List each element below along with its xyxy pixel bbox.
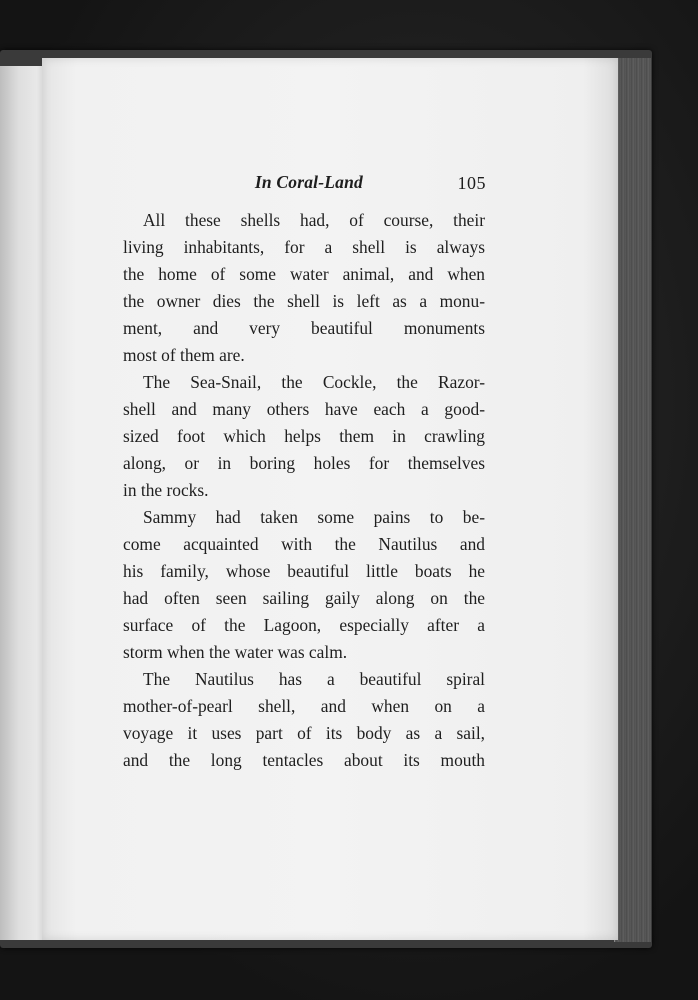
text-line: The Sea-Snail, the Cockle, the Razor- — [143, 372, 485, 392]
text-line: and the long tentacles about its mouth — [123, 750, 485, 770]
text-line: the home of some water animal, and when — [123, 264, 485, 284]
page-number: 105 — [457, 173, 486, 193]
text-line: Sammy had taken some pains to be- — [143, 507, 485, 527]
text-line: surface of the Lagoon, especially after a — [123, 615, 485, 635]
text-line: All these shells had, of course, their — [143, 210, 485, 230]
text-line: storm when the water was calm. — [123, 642, 348, 662]
left-page-edge — [0, 66, 47, 940]
running-title: In Coral-Land — [254, 172, 363, 192]
text-line: along, or in boring holes for themselves — [123, 453, 485, 473]
text-line: mother-of-pearl shell, and when on a — [123, 696, 485, 716]
text-line: The Nautilus has a beautiful spiral — [143, 669, 485, 689]
text-line: shell and many others have each a good- — [123, 399, 485, 419]
text-line: ment, and very beautiful monuments — [123, 318, 485, 338]
text-line: the owner dies the shell is left as a monu- — [123, 291, 485, 311]
body-text — [123, 207, 485, 774]
book-cloth-edge — [614, 58, 651, 942]
running-head — [0, 172, 486, 196]
text-line: sized foot which helps them in crawling — [123, 426, 485, 446]
text-line: in the rocks. — [123, 480, 209, 500]
text-line: his family, whose beautiful little boats he — [123, 561, 485, 581]
text-line: had often seen sailing gaily along on the — [123, 588, 485, 608]
text-line: living inhabitants, for a shell is always — [123, 237, 485, 257]
text-line: most of them are. — [123, 345, 245, 365]
text-line: voyage it uses part of its body as a sail, — [123, 723, 485, 743]
text-line: come acquainted with the Nautilus and — [123, 534, 485, 554]
